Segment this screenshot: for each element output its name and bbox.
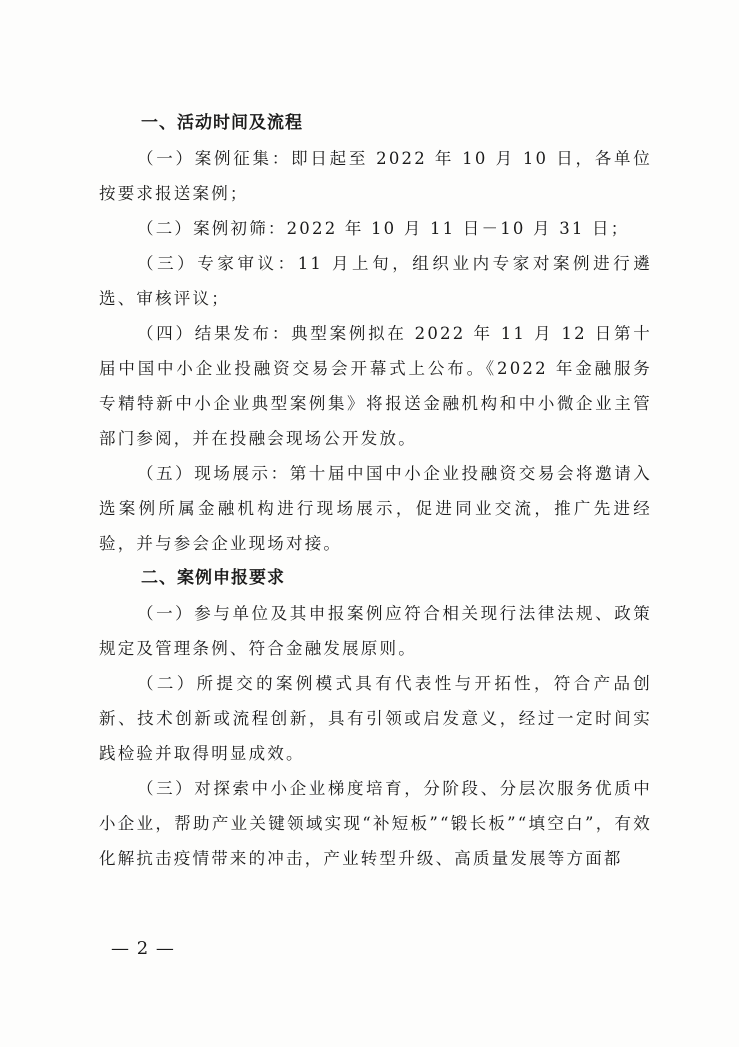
document-body — [99, 106, 652, 876]
paragraph-expert-review: （三）专家审议：11 月上旬，组织业内专家对案例进行遴选、审核评议； — [99, 254, 652, 308]
paragraph-onsite-display: （五）现场展示：第十届中国中小企业投融资交易会将邀请入选案例所属金融机构进行现场展示，促进同业交流，推广先进经验，并与参会企业现场对接。 — [99, 464, 652, 553]
section-heading-requirements: 二、案例申报要求 — [141, 568, 285, 588]
paragraph-requirement-3: （三）对探索中小企业梯度培育，分阶段、分层次服务优质中小企业，帮助产业关键领域实现“补短板”“锻长板”“填空白”，有效化解抗击疫情带来的冲击，产业转型升级、高质量发展等方面都 — [99, 779, 652, 868]
section-heading-schedule: 一、活动时间及流程 — [141, 113, 303, 133]
paragraph-requirement-1: （一）参与单位及其申报案例应符合相关现行法律法规、政策规定及管理条例、符合金融发展原则。 — [99, 604, 652, 658]
paragraph-initial-screening: （二）案例初筛：2022 年 10 月 11 日－10 月 31 日； — [137, 219, 630, 238]
paragraph-case-collection: （一）案例征集：即日起至 2022 年 10 月 10 日，各单位按要求报送案例； — [99, 149, 652, 203]
paragraph-requirement-2: （二）所提交的案例模式具有代表性与开拓性，符合产品创新、技术创新或流程创新，具有引领或启发意义，经过一定时间实践检验并取得明显成效。 — [99, 674, 652, 763]
paragraph-result-release: （四）结果发布：典型案例拟在 2022 年 11 月 12 日第十届中国中小企业投融资交易会开幕式上公布。《2022 年金融服务专精特新中小企业典型案例集》将报送金融机构和中小微企业主管部门参阅，并在投融会现场公开发放。 — [99, 324, 652, 448]
page-number: — 2 — — [111, 938, 175, 959]
